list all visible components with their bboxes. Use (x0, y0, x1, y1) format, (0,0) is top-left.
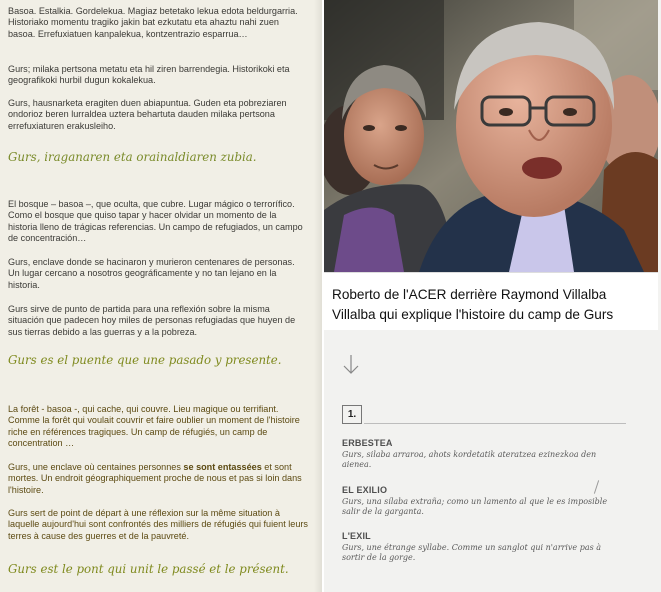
basque-paragraph-3: Gurs, hausnarketa eragiten duen abiapuntua. Guden eta pobreziaren ondorioz beren lurraldea uztera behartuta dauden milaka pertsona errefuxiaturen erakusleiho. (8, 98, 287, 131)
section-heading-lexil: L'EXIL (342, 531, 371, 541)
section-text-el-exilio: Gurs, una sílaba extraña; como un lamento al que le es imposible salir de la garganta. (342, 497, 608, 517)
spanish-paragraph-3: Gurs sirve de punto de partida para una reflexión sobre la misma situación que padecen hoy miles de personas refugiadas que huyen de sus tierras debido a las guerras y a la pobreza. (8, 304, 296, 337)
photo-illustration (324, 0, 658, 272)
photo-two-men (324, 0, 658, 272)
spanish-paragraph-2: Gurs, enclave donde se hacinaron y murieron centenares de personas. Un lugar cercano a nosotros geográficamente y no tan lejano en la historia. (8, 257, 295, 290)
french-paragraph-2-start: Gurs, une enclave où centaines personnes (8, 462, 184, 472)
basque-heading: Gurs, iraganaren eta orainaldiaren zubia. (8, 150, 257, 164)
french-paragraph-2-end: et sont mortes. Un endroit géographiquement proche de nous et pas si loin dans l'histoire. (8, 462, 302, 495)
caption-line-2: Villalba qui explique l'histoire du camp de Gurs (332, 307, 614, 322)
french-paragraph-2-bold: se sont entassées (183, 462, 262, 472)
french-paragraph-3: Gurs sert de point de départ à une réflexion sur la même situation à laquelle aujourd'hui sont confrontés des milliers de réfugiés qui fuient leurs terres à cause des guerres et de la pauvreté. (8, 508, 308, 541)
basque-paragraph-2: Gurs; milaka pertsona metatu eta hil ziren barrendegia. Historikoki eta geografikoki hurbil dugun kokalekua. (8, 64, 290, 86)
spanish-heading: Gurs es el puente que une pasado y presente. (8, 353, 282, 367)
french-heading: Gurs est le pont qui unit le passé et le présent. (8, 562, 289, 576)
french-paragraph-1: La forêt - basoa -, qui cache, qui couvre. Lieu magique ou terrifiant. Comme la forêt qui voulait couvrir et faire oublier un moment de l'histoire riche en références tragiques. Un camp de réfugiés, un camp de concentration … (8, 404, 300, 449)
brochure-right-panel (324, 0, 661, 592)
down-arrow-icon (342, 354, 360, 376)
basque-paragraph-1: Basoa. Estalkia. Gordelekua. Magiaz betetako lekua edota beldurgarria. Historiako momentu tragiko jakin bat ezkutatu eta ahaztu nahi zuen basoa. Errefuxiatuen kanpalekua, kontzentrazio esparrua… (8, 6, 298, 39)
brochure-left-panel (0, 0, 322, 592)
section-heading-el-exilio: EL EXILIO (342, 485, 388, 495)
photo-caption (324, 272, 658, 331)
section-number: 1. (342, 405, 362, 424)
brochure-lower-section (324, 330, 661, 592)
section-text-erbestea: Gurs, silaba arraroa, ahots kordetatik ateratzea ezinezkoa den aienea. (342, 450, 597, 470)
section-divider (364, 423, 626, 424)
caption-line-1: Roberto de l'ACER derrière Raymond Villalba (332, 287, 607, 302)
french-paragraph-2 (8, 462, 308, 496)
spanish-paragraph-1: El bosque – basoa –, que oculta, que cubre. Lugar mágico o terrorífico. Como el bosque que quiso tapar y hacer olvidar un momento de la historia lleno de trágicas referencias. Un campo de refugiados, un campo de concentración… (8, 199, 303, 244)
pencil-mark (594, 480, 599, 494)
section-heading-erbestea: ERBESTEA (342, 438, 393, 448)
section-text-lexil: Gurs, une étrange syllabe. Comme un sanglot qui n'arrive pas à sortir de la gorge. (342, 543, 602, 563)
